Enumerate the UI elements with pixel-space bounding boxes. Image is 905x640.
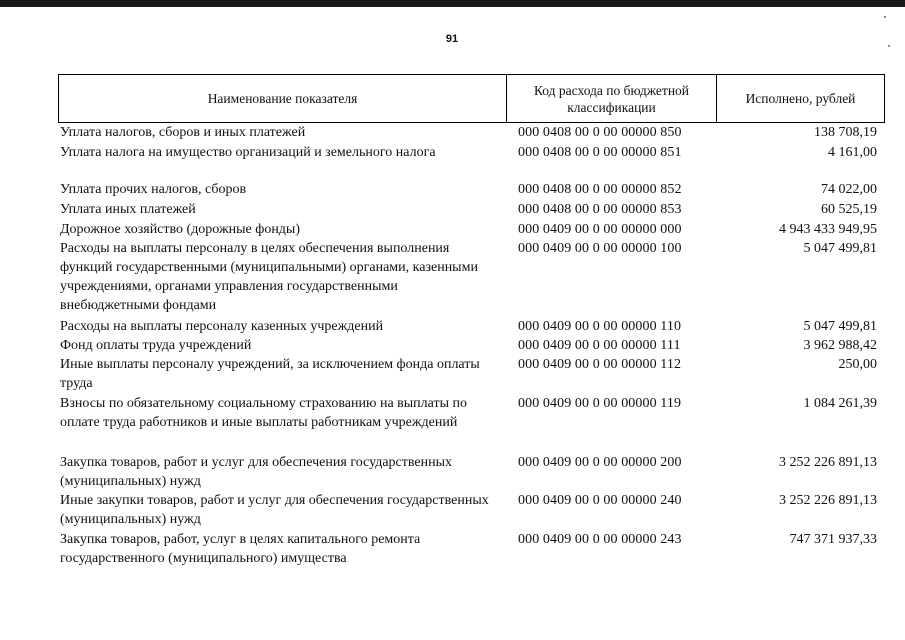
row-amount: 3 962 988,42 xyxy=(803,338,877,353)
row-code: 000 0409 00 0 00 00000 243 xyxy=(518,532,682,547)
row-amount: 74 022,00 xyxy=(821,182,877,197)
row-code: 000 0408 00 0 00 00000 851 xyxy=(518,145,682,160)
table-header xyxy=(58,74,885,123)
row-amount: 3 252 226 891,13 xyxy=(779,493,877,508)
row-code: 000 0409 00 0 00 00000 240 xyxy=(518,493,682,508)
row-code: 000 0409 00 0 00 00000 100 xyxy=(518,241,682,256)
scan-speck xyxy=(888,45,890,47)
row-amount: 60 525,19 xyxy=(821,202,877,217)
row-name: Уплата прочих налогов, сборов xyxy=(60,182,247,197)
row-amount: 4 943 433 949,95 xyxy=(779,222,877,237)
row-name: Взносы по обязательному социальному страхованию на выплаты по оплате труда работников и иные выплаты работникам учреждений xyxy=(60,396,468,430)
row-code: 000 0408 00 0 00 00000 852 xyxy=(518,182,682,197)
row-name: Уплата налога на имущество организаций и земельного налога xyxy=(60,145,436,160)
row-name: Уплата иных платежей xyxy=(60,202,196,217)
row-name: Иные закупки товаров, работ и услуг для обеспечения государственных (муниципальных) нужд xyxy=(60,493,489,527)
scan-speck xyxy=(884,16,886,18)
scan-top-border xyxy=(0,0,905,7)
header-name: Наименование показателя xyxy=(59,75,507,122)
row-code: 000 0409 00 0 00 00000 111 xyxy=(518,338,681,353)
row-name: Закупка товаров, работ, услуг в целях капитального ремонта государственного (муниципального) имущества xyxy=(60,532,421,566)
row-name: Расходы на выплаты персоналу казенных учреждений xyxy=(60,319,384,334)
row-code: 000 0408 00 0 00 00000 850 xyxy=(518,125,682,140)
row-name: Фонд оплаты труда учреждений xyxy=(60,338,252,353)
row-name: Иные выплаты персоналу учреждений, за исключением фонда оплаты труда xyxy=(60,357,480,391)
row-code: 000 0409 00 0 00 00000 000 xyxy=(518,222,682,237)
header-code: Код расхода по бюджетной классификации xyxy=(507,75,717,122)
row-code: 000 0409 00 0 00 00000 200 xyxy=(518,455,682,470)
row-code: 000 0409 00 0 00 00000 110 xyxy=(518,319,682,334)
row-name: Закупка товаров, работ и услуг для обеспечения государственных (муниципальных) нужд xyxy=(60,455,453,489)
row-code: 000 0409 00 0 00 00000 119 xyxy=(518,396,682,411)
row-name: Уплата налогов, сборов и иных платежей xyxy=(60,125,306,140)
row-code: 000 0409 00 0 00 00000 112 xyxy=(518,357,682,372)
row-amount: 4 161,00 xyxy=(828,145,877,160)
row-amount: 138 708,19 xyxy=(814,125,877,140)
row-name: Расходы на выплаты персоналу в целях обеспечения выполнения функций государственными (муниципальными) органами, казенными учреждениями, органами управления государственными внебюджетными фондами xyxy=(60,241,478,313)
row-code: 000 0408 00 0 00 00000 853 xyxy=(518,202,682,217)
row-amount: 3 252 226 891,13 xyxy=(779,455,877,470)
page-number: 91 xyxy=(445,33,459,45)
header-amount: Исполнено, рублей xyxy=(745,91,856,106)
row-amount: 747 371 937,33 xyxy=(789,532,877,547)
row-name: Дорожное хозяйство (дорожные фонды) xyxy=(60,222,301,237)
row-amount: 5 047 499,81 xyxy=(803,241,877,256)
row-amount: 250,00 xyxy=(838,357,877,372)
row-amount: 5 047 499,81 xyxy=(803,319,877,334)
row-amount: 1 084 261,39 xyxy=(803,396,877,411)
